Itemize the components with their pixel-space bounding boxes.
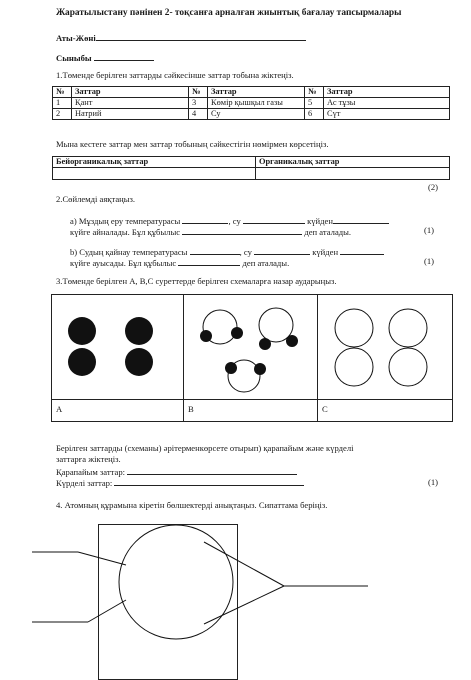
table-cell: Натрий [72, 109, 189, 120]
inorganic-answer-cell[interactable] [53, 168, 256, 180]
task3-prompt: 3.Төменде берілген A, B,C суреттерде берілген схемаларға назар аударыңыз. [56, 276, 337, 286]
table-header: № [53, 87, 72, 98]
sentence-text: b) Судың қайнау температурасы [70, 247, 188, 257]
table-header: Заттар [72, 87, 189, 98]
scheme-label-b: B [188, 404, 194, 414]
small-black-atom [200, 330, 212, 342]
complex-substances-label: Күрделі заттар: [56, 478, 113, 488]
task3-score: (1) [428, 477, 439, 487]
answer-blank[interactable] [182, 225, 302, 235]
task2-b-score: (1) [424, 256, 435, 266]
task1-instruction: Мына кестеге заттар мен заттар тобының сәйкестігін нөмірмен көрсетіңіз. [56, 139, 329, 149]
sentence-text: күйден [307, 216, 333, 226]
white-atom [389, 309, 427, 347]
complex-substances-blank[interactable] [114, 476, 304, 486]
answer-blank[interactable] [340, 245, 384, 255]
table-cell: 3 [189, 98, 208, 109]
class-blank[interactable] [94, 51, 154, 61]
sentence-text: күйге айналады. Бұл құбылыс [70, 227, 181, 237]
black-atom [68, 317, 96, 345]
substances-table [52, 86, 450, 120]
small-black-atom [286, 335, 298, 347]
answer-blank[interactable] [178, 256, 240, 266]
table-cell: 6 [305, 109, 324, 120]
name-field[interactable] [56, 31, 306, 44]
table-cell: 5 [305, 98, 324, 109]
task2-a-score: (1) [424, 225, 435, 235]
sentence-text: деп аталады. [242, 258, 290, 268]
sentence-text: күйге ауысады. Бұл құбылыс [70, 258, 177, 268]
white-atom [335, 309, 373, 347]
table-row [53, 98, 450, 109]
pointer-line [88, 600, 126, 622]
table-cell: Көмір қышқыл газы [208, 98, 305, 109]
task2-prompt: 2.Сөйлемді аяқтаңыз. [56, 194, 136, 204]
table-row [53, 168, 450, 180]
simple-substances-blank[interactable] [127, 465, 297, 475]
classification-table [52, 156, 450, 180]
task3-instruction-line1: Берілген заттарды (схеманы) әрітерменкөрсете отырып) қарапайым және күрделі [56, 443, 354, 453]
white-atom [389, 348, 427, 386]
task4-prompt: 4. Атомның құрамына кіретін бөлшектерді анықтаңыз. Сипаттама беріңіз. [56, 500, 328, 510]
table-cell: Сүт [324, 109, 450, 120]
sentence-text: а) Мұздың еру температурасы [70, 216, 181, 226]
label-row-divider [51, 399, 452, 400]
simple-substances-label: Қарапайым заттар: [56, 467, 126, 477]
table-row [53, 109, 450, 120]
table-header: Заттар [208, 87, 305, 98]
scheme-label-c: C [322, 404, 328, 414]
table-cell: Ас тұзы [324, 98, 450, 109]
white-atom [335, 348, 373, 386]
atom-circle [119, 525, 233, 639]
sentence-text: деп аталады. [304, 227, 352, 237]
small-black-atom [231, 327, 243, 339]
table-header: Заттар [324, 87, 450, 98]
organic-answer-cell[interactable] [256, 168, 450, 180]
class-field[interactable] [56, 51, 154, 64]
answer-blank[interactable] [243, 214, 305, 224]
scheme-b-drawing [184, 295, 317, 399]
sentence-text: , су [228, 216, 241, 226]
name-label: Аты-Жөні [56, 33, 96, 43]
table-header-row [53, 157, 450, 168]
table-header: № [305, 87, 324, 98]
task1-score: (2) [428, 182, 439, 192]
table-cell: 2 [53, 109, 72, 120]
class-label: Сыныбы [56, 53, 92, 63]
scheme-label-a: A [56, 404, 63, 414]
task2-b-line2 [70, 256, 289, 269]
answer-blank[interactable] [182, 214, 228, 224]
black-atom [68, 348, 96, 376]
table-cell: Су [208, 109, 305, 120]
answer-blank[interactable] [190, 245, 240, 255]
table-cell: Қант [72, 98, 189, 109]
name-blank[interactable] [96, 31, 306, 41]
table-cell: 4 [189, 109, 208, 120]
task1-prompt: 1.Төменде берілген заттарды сәйкесінше заттар тобына жіктеңіз. [56, 70, 294, 80]
task2-a-line2 [70, 225, 351, 238]
pointer-line [78, 552, 126, 565]
answer-blank[interactable] [254, 245, 310, 255]
complex-substances-field[interactable] [56, 476, 304, 489]
table-header: № [189, 87, 208, 98]
table-header-row [53, 87, 450, 98]
table-cell: 1 [53, 98, 72, 109]
scheme-a-drawing [52, 295, 184, 399]
worksheet-title: Жаратылыстану пәнінен 2- тоқсанға арналған жиынтық бағалау тапсырмалары [56, 8, 402, 18]
task3-instruction-line2: заттарға жіктеңіз. [56, 454, 121, 464]
small-black-atom [259, 338, 271, 350]
small-black-atom [254, 363, 266, 375]
answer-blank[interactable] [333, 214, 389, 224]
sentence-text: күйден [312, 247, 339, 257]
table-header: Органикалық заттар [256, 157, 450, 168]
black-atom [125, 348, 153, 376]
sentence-text: , су [239, 247, 252, 257]
small-black-atom [225, 362, 237, 374]
black-atom [125, 317, 153, 345]
scheme-c-drawing [318, 295, 452, 399]
table-header: Бейорганикалық заттар [53, 157, 256, 168]
atom-diagram [0, 520, 471, 680]
